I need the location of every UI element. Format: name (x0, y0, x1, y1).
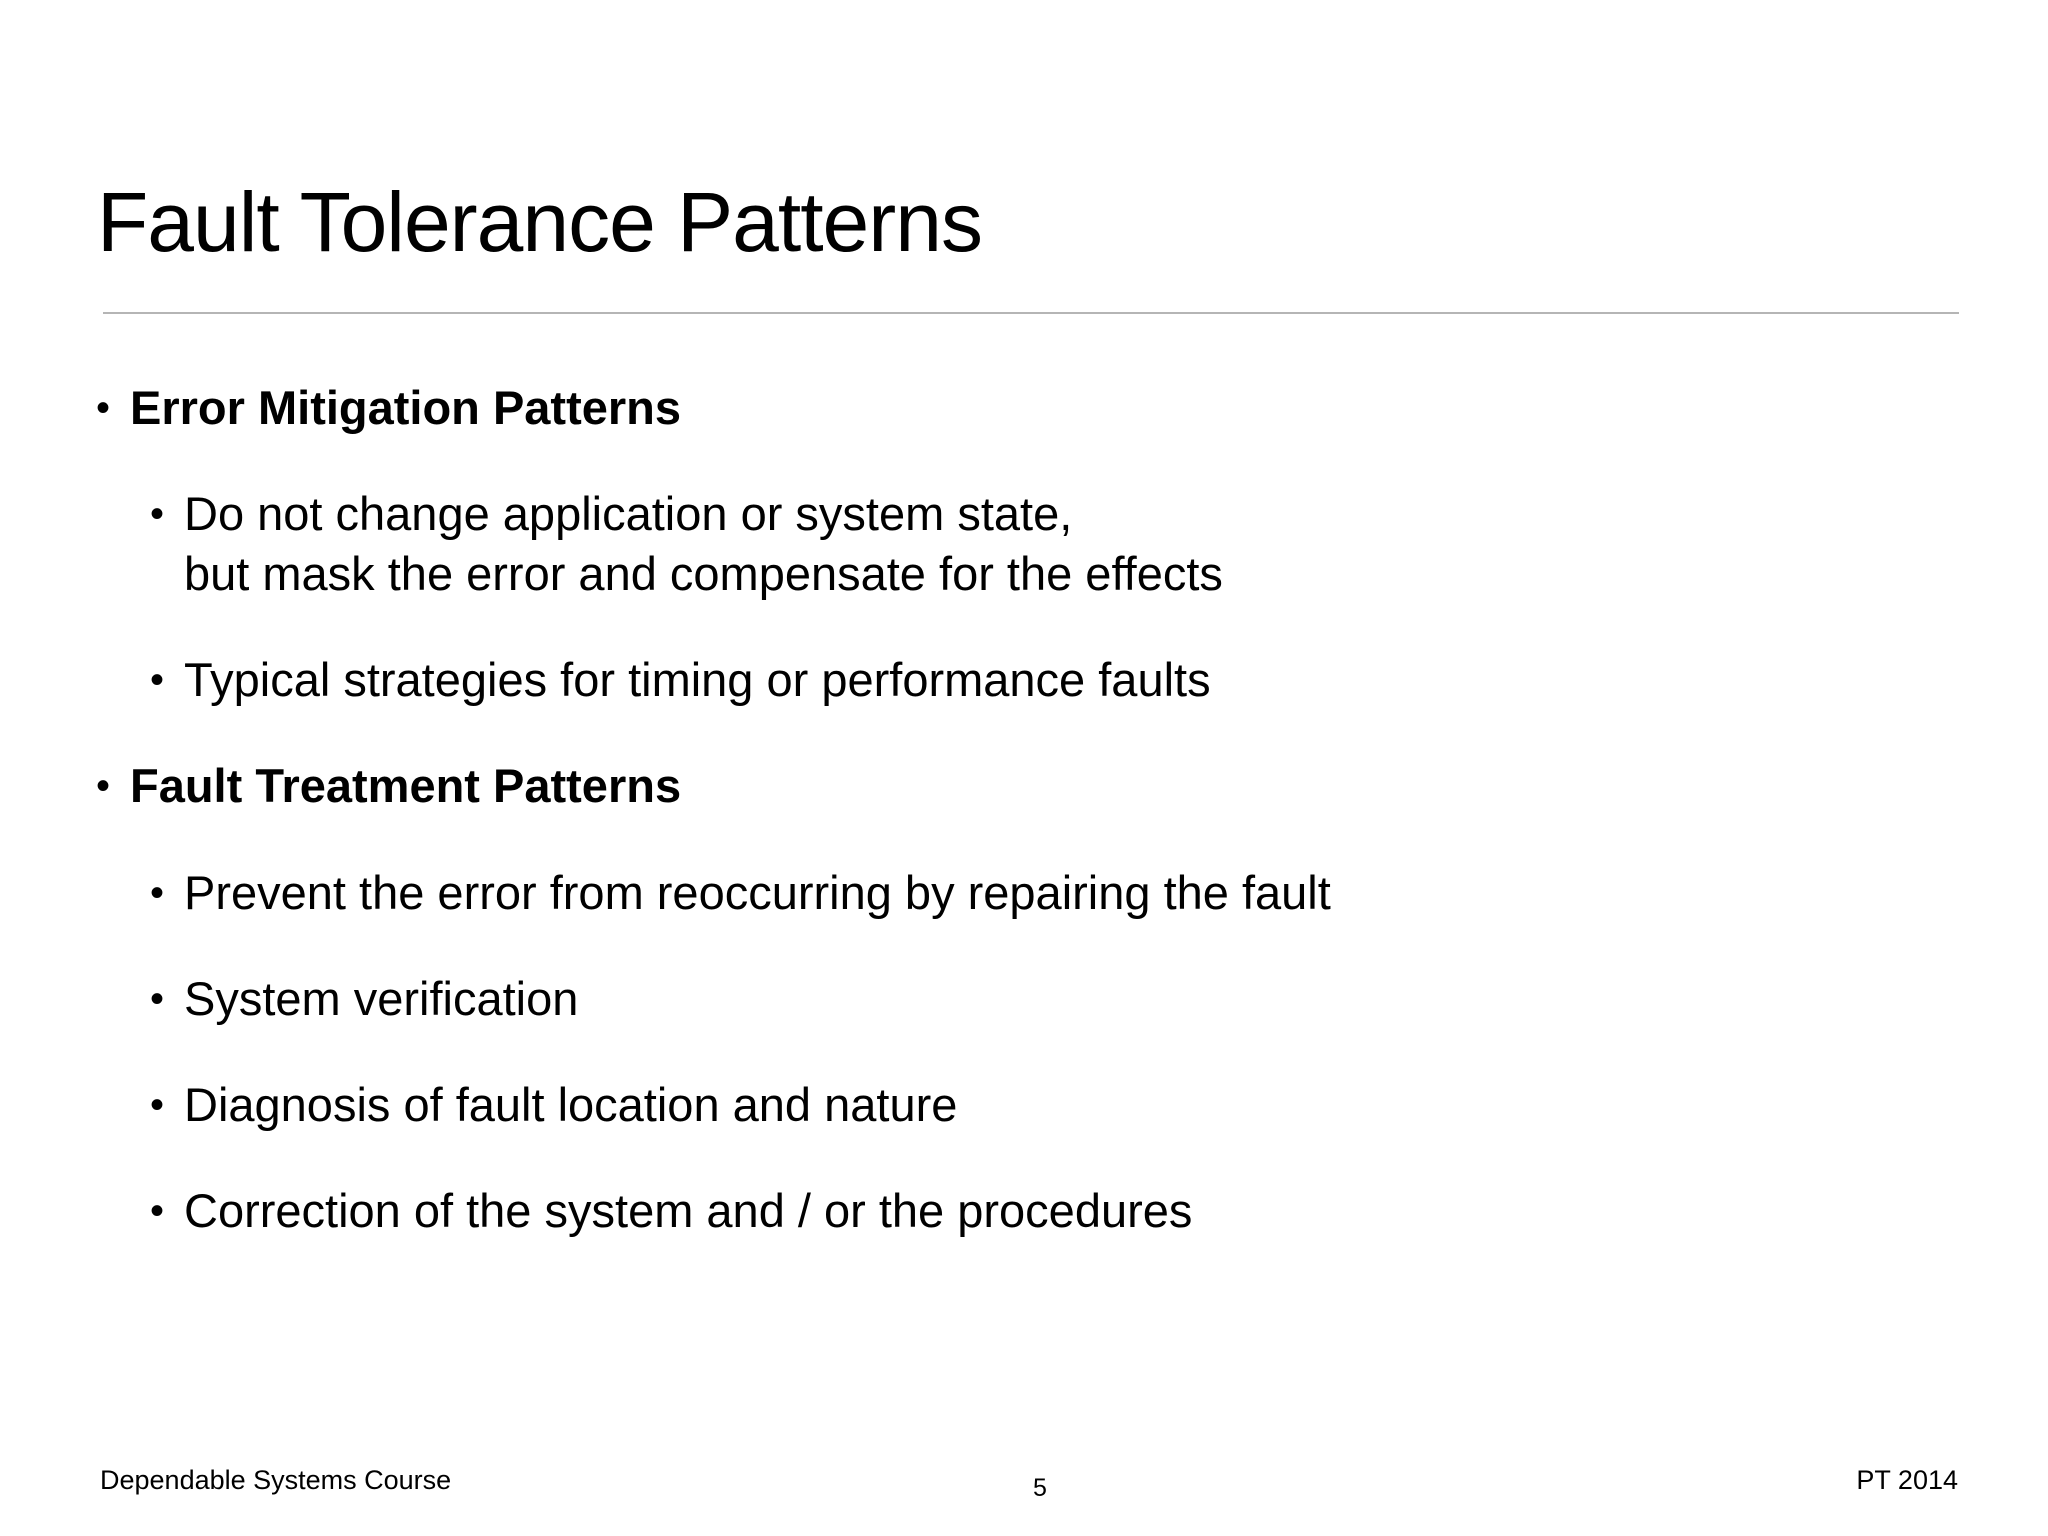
bullet-dot-icon: • (96, 764, 111, 808)
bullet-dot-icon: • (150, 658, 165, 702)
page-number: 5 (1033, 1474, 1047, 1502)
bullet-dot-icon: • (150, 492, 165, 536)
bullet-dot-icon: • (150, 1083, 165, 1127)
bullet-heading: Fault Treatment Patterns (130, 759, 682, 812)
slide-title: Fault Tolerance Patterns (97, 175, 982, 269)
footer-author-year: PT 2014 (1856, 1465, 1958, 1495)
bullet-diagnosis (150, 1075, 957, 1135)
footer-course-name: Dependable Systems Course (100, 1465, 452, 1495)
bullet-heading: Error Mitigation Patterns (130, 381, 682, 434)
bullet-dot-icon: • (96, 386, 111, 430)
bullet-fault-treatment-patterns (96, 756, 681, 816)
bullet-text: Typical strategies for timing or performance faults (184, 653, 1211, 706)
bullet-prevent-error (150, 863, 1331, 923)
bullet-text-line-1: Do not change application or system state, (184, 487, 1073, 540)
bullet-correction (150, 1181, 1192, 1241)
bullet-typical-strategies (150, 650, 1211, 710)
bullet-error-mitigation-patterns (96, 378, 681, 438)
title-divider (103, 312, 1959, 314)
bullet-text: Prevent the error from reoccurring by repairing the fault (184, 866, 1331, 919)
bullet-text: Diagnosis of fault location and nature (184, 1078, 958, 1131)
bullet-text: System verification (184, 972, 579, 1025)
bullet-system-verification (150, 969, 578, 1029)
bullet-dot-icon: • (150, 977, 165, 1021)
bullet-dot-icon: • (150, 871, 165, 915)
bullet-text: Correction of the system and / or the procedures (184, 1184, 1193, 1237)
bullet-mask-error (150, 484, 1223, 604)
bullet-text-line-2: but mask the error and compensate for the effects (184, 547, 1223, 600)
bullet-dot-icon: • (150, 1189, 165, 1233)
